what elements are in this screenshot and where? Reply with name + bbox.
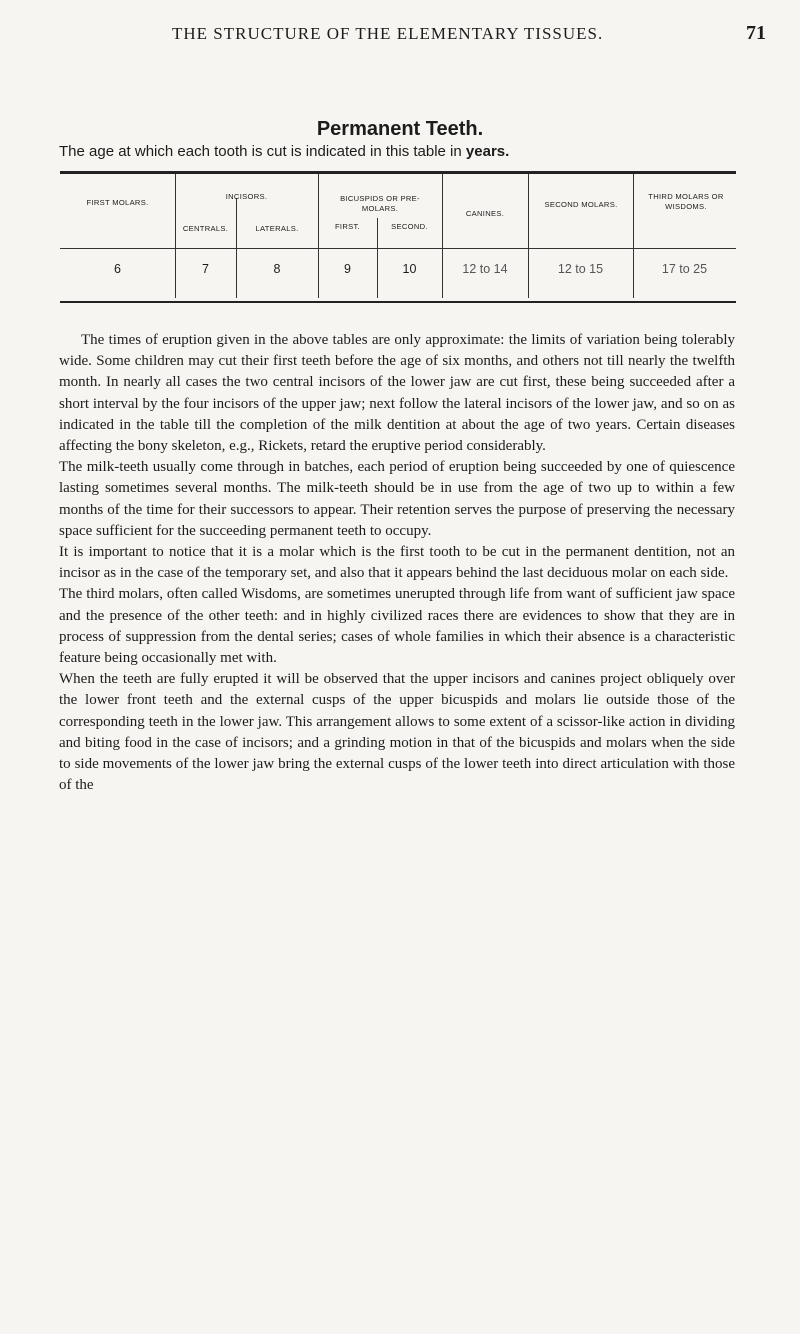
value-canines: 12 to 14 bbox=[462, 262, 508, 276]
table-caption bbox=[59, 143, 759, 160]
running-title: THE STRUCTURE OF THE ELEMENTARY TISSUES. bbox=[172, 24, 604, 43]
header-bicuspids-second: SECOND. bbox=[391, 222, 428, 231]
value-first-molars: 6 bbox=[114, 262, 121, 276]
header-centrals: CENTRALS. bbox=[182, 224, 229, 233]
running-head bbox=[60, 24, 780, 54]
column-divider bbox=[318, 174, 319, 298]
header-first-molars: FIRST MOLARS. bbox=[86, 198, 149, 207]
table-header-divider bbox=[60, 248, 736, 249]
paragraph: The times of eruption given in the above tables are only approximate: the limits of variation being tolerably wide. Some children may cut their first teeth before the age of six months, and others not till nearly the twelfth month. In nearly all cases the two central incisors of the lower jaw are cut first, these being succeeded after a short interval by the four incisors of the upper jaw; next follow the lateral incisors of the lower jaw, and so on as indicated in the table till the completion of the milk dentition at about the age of two years. Certain diseases affecting the bony skeleton, e.g., Rickets, retard the eruptive period considerably. bbox=[59, 332, 735, 455]
value-bicuspids-first: 9 bbox=[344, 262, 351, 276]
header-third-molars: THIRD MOLARS OR WISDOMS. bbox=[648, 192, 724, 211]
value-third-molars: 17 to 25 bbox=[661, 262, 708, 276]
column-divider bbox=[633, 174, 634, 298]
column-divider bbox=[528, 174, 529, 298]
paragraph: When the teeth are fully erupted it will be observed that the upper incisors and canines project obliquely over the lower front teeth and the external cusps of the upper bicuspids and molars lie outside those of the corresponding teeth in the lower jaw. This arrangement allows to some extent of a scissor-like action in dividing and biting food in the case of incisors; and a grinding motion in that of the bicuspids and molars when the side to side movements of the lower jaw bring the external cusps of the lower teeth into direct articulation with those of the bbox=[59, 671, 735, 794]
value-centrals: 7 bbox=[202, 262, 209, 276]
value-laterals: 8 bbox=[273, 262, 281, 276]
header-bicuspids-first: FIRST. bbox=[334, 222, 360, 231]
paragraph: The third molars, often called Wisdoms, are sometimes unerupted through life from want of sufficient jaw space and the presence of the other teeth: and in highly civilized races there are evidences to show that they are in process of suppression from the dental series; cases of whole families in which their absence is a characteristic feature being occasionally met with. bbox=[59, 586, 735, 667]
header-second-molars: SECOND MOLARS. bbox=[544, 200, 618, 209]
header-incisors: INCISORS. bbox=[225, 192, 268, 201]
value-bicuspids-second: 10 bbox=[402, 262, 417, 276]
body-text bbox=[59, 330, 735, 796]
header-laterals: LATERALS. bbox=[255, 224, 299, 233]
header-bicuspids: BICUSPIDS OR PRE-MOLARS. bbox=[340, 194, 420, 213]
value-second-molars: 12 to 15 bbox=[557, 262, 604, 276]
paragraph: It is important to notice that it is a molar which is the first tooth to be cut in the permanent dentition, not an incisor as in the case of the temporary set, and also that it appears behind the last deciduous molar on each side. bbox=[59, 544, 735, 582]
column-divider bbox=[442, 174, 443, 298]
eruption-table bbox=[60, 171, 736, 303]
table-caption-lead: The age at which each tooth is cut is indicated in this table in bbox=[59, 143, 462, 160]
table-caption-unit: years. bbox=[465, 143, 510, 160]
page-number: 71 bbox=[746, 22, 766, 44]
column-divider bbox=[236, 198, 237, 298]
header-canines: CANINES. bbox=[465, 209, 505, 218]
section-title: Permanent Teeth. bbox=[316, 118, 484, 140]
paragraph: The milk-teeth usually come through in batches, each period of eruption being succeeded by one of quiescence lasting sometimes several months. The milk-teeth should be in use from the age of two up to within a few months of the time for their successors to appear. Their retention serves the purpose of preserving the necessary space sufficient for the succeeding permanent teeth to occupy. bbox=[59, 459, 735, 539]
